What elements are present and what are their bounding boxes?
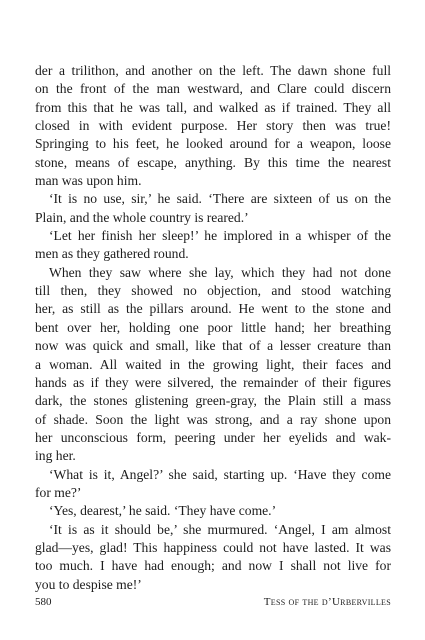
text-line: ‘Let her finish her sleep!’ he implored in a whisper of the (49, 228, 391, 244)
running-head: Tess of the d’Urbervilles (263, 596, 391, 608)
text-line: stone, means of escape, anything. By this time the nearest (35, 154, 391, 170)
text-line: ‘Yes, dearest,’ he said. ‘They have come.’ (49, 503, 277, 519)
text-line: ‘What is it, Angel?’ she said, starting up. ‘Have they come (49, 466, 391, 482)
text-line: When they saw where she lay, which they had not done (49, 264, 391, 280)
text-line: a woman. All waited in the growing light, their faces and (35, 356, 391, 372)
text-line: closed in with evident purpose. Her story then was true! (35, 118, 391, 134)
text-line: from this that he was tall, and walked as if trained. They all (35, 99, 391, 115)
text-line: Springing to his feet, he looked around for a weapon, loose (35, 136, 391, 152)
text-line: men as they gathered round. (35, 246, 189, 262)
text-line: der a trilithon, and another on the left. The dawn shone full (35, 63, 391, 78)
text-line: hands as if they were silvered, the remainder of their figures (35, 374, 391, 390)
text-line: you to despise me!’ (35, 576, 142, 592)
text-line: too much. I have had enough; and now I shall not live for (35, 558, 391, 574)
text-line: glad—yes, glad! This happiness could not have lasted. It was (35, 539, 391, 555)
text-line: for me?’ (35, 484, 82, 500)
text-line: her, as still as the pillars around. He went to the stone and (35, 301, 391, 317)
text-line: till then, they showed no objection, and stood watching (35, 283, 391, 299)
body-text (35, 62, 391, 594)
text-line: ‘It is as it should be,’ she murmured. ‘Angel, I am almost (49, 521, 391, 537)
text-line: bent over her, holding one poor little hand; her breathing (35, 319, 391, 335)
text-line: Plain, and the whole country is reared.’ (35, 209, 249, 225)
text-line: man was upon him. (35, 173, 142, 189)
page-number: 580 (35, 596, 52, 608)
text-line: now was quick and small, like that of a lesser creature than (35, 338, 391, 354)
text-line: ‘It is no use, sir,’ he said. ‘There are sixteen of us on the (49, 191, 391, 207)
page-footer (35, 596, 391, 612)
text-line: her unconscious form, peering under her eyelids and wak- (35, 429, 391, 445)
text-line: on the front of the man westward, and Clare could discern (35, 81, 391, 97)
text-line: of shade. Soon the light was strong, and a ray shone upon (35, 411, 391, 427)
text-line: ing her. (35, 448, 76, 464)
text-line: dark, the stones glistening green-gray, the Plain still a mass (35, 393, 391, 409)
